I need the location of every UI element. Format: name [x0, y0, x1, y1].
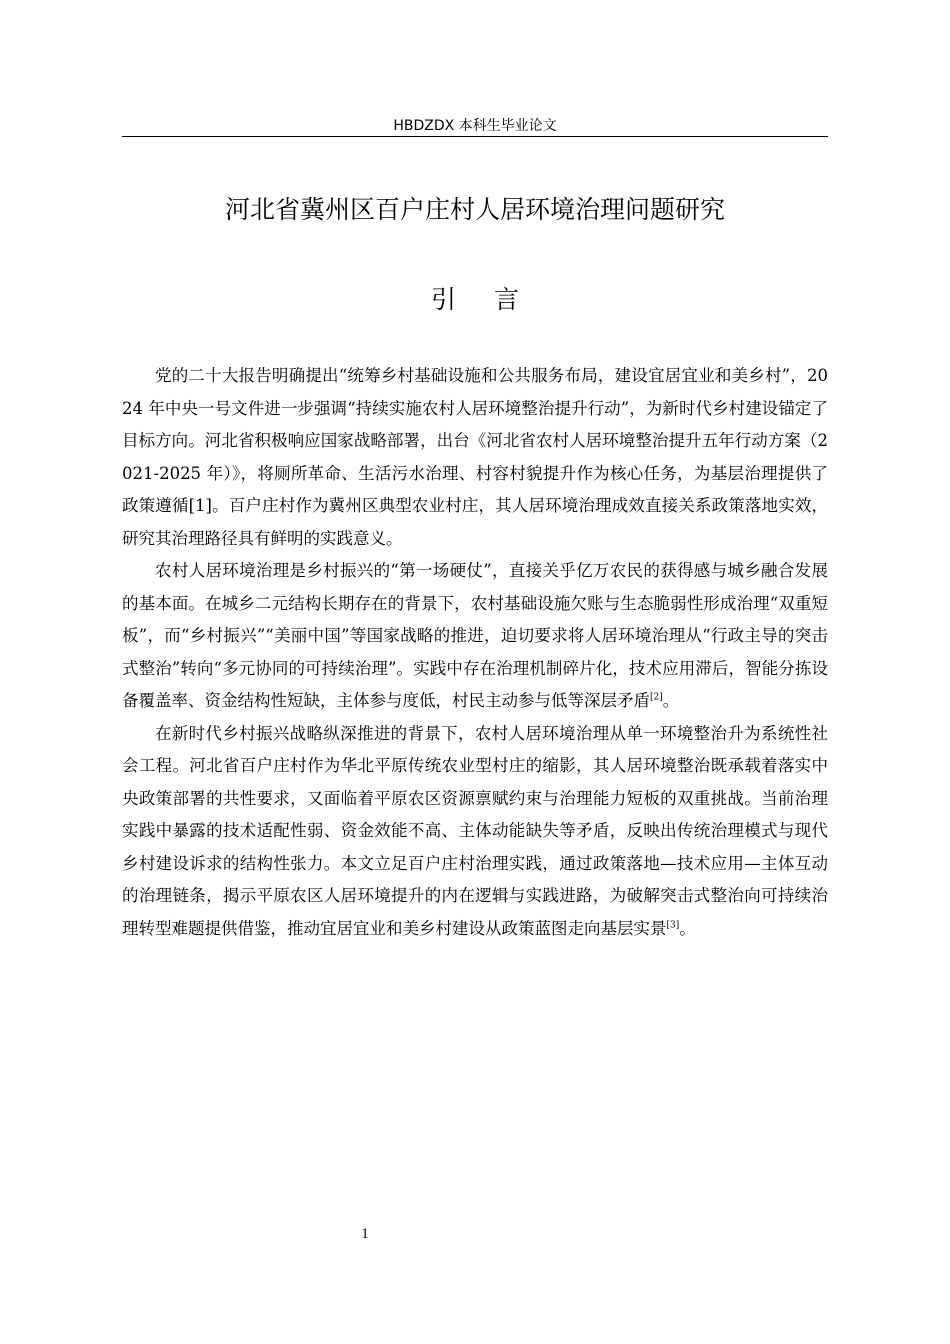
- citation-2: [2]: [650, 692, 663, 703]
- body-text: [122, 360, 828, 945]
- paragraph-1-text: 党的二十大报告明确提出“统筹乡村基础设施和公共服务布局，建设宜居宜业和美乡村”，2024 年中央一号文件进一步强调“持续实施农村人居环境整治提升行动”，为新时代乡村建设锚定了目标方向。河北省积极响应国家战略部署，出台《河北省农村人居环境整治提升五年行动方案（2021-2025 年）》，将厕所革命、生活污水治理、村容村貌提升作为核心任务，为基层治理提供了政策遵循[1]。百户庄村作为冀州区典型农业村庄，其人居环境治理成效直接关系政策落地实效，研究其治理路径具有鲜明的实践意义。: [122, 366, 828, 548]
- page-number: 1: [361, 1226, 369, 1242]
- paragraph-1: [122, 360, 828, 555]
- paper-title: 河北省冀州区百户庄村人居环境治理问题研究: [224, 195, 725, 224]
- paragraph-3-tail: 。: [679, 918, 696, 938]
- running-header: HBDZDX 本科生毕业论文: [393, 118, 557, 134]
- section-heading: 引言: [430, 285, 557, 314]
- header-divider: [122, 136, 828, 137]
- paragraph-2-tail: 。: [662, 691, 680, 710]
- paragraph-2: [122, 555, 828, 718]
- citation-3: [3]: [666, 920, 680, 930]
- paragraph-3-text: 在新时代乡村振兴战略纵深推进的背景下，农村人居环境治理从单一环境整治升为系统性社会工程。河北省百户庄村作为华北平原传统农业型村庄的缩影，其人居环境整治既承载着落实中央政策部署的共性要求，又面临着平原农区资源禀赋约束与治理能力短板的双重挑战。当前治理实践中暴露的技术适配性弱、资金效能不高、主体动能缺失等矛盾，反映出传统治理模式与现代乡村建设诉求的结构性张力。本文立足百户庄村治理实践，通过政策落地—技术应用—主体互动的治理链条，揭示平原农区人居环境提升的内在逻辑与实践进路，为破解突击式整治向可持续治理转型难题提供借鉴，推动宜居宜业和美乡村建设从政策蓝图走向基层实景: [122, 723, 828, 938]
- paragraph-2-text: 农村人居环境治理是乡村振兴的“第一场硬仗”，直接关乎亿万农民的获得感与城乡融合发展的基本面。在城乡二元结构长期存在的背景下，农村基础设施欠账与生态脆弱性形成治理“双重短板”，而“乡村振兴”“美丽中国”等国家战略的推进，迫切要求将人居环境治理从“行政主导的突击式整治”转向“多元协同的可持续治理”。实践中存在治理机制碎片化，技术应用滞后，智能分拣设备覆盖率、资金结构性短缺，主体参与度低，村民主动参与低等深层矛盾: [122, 561, 828, 710]
- paragraph-3: [122, 718, 828, 946]
